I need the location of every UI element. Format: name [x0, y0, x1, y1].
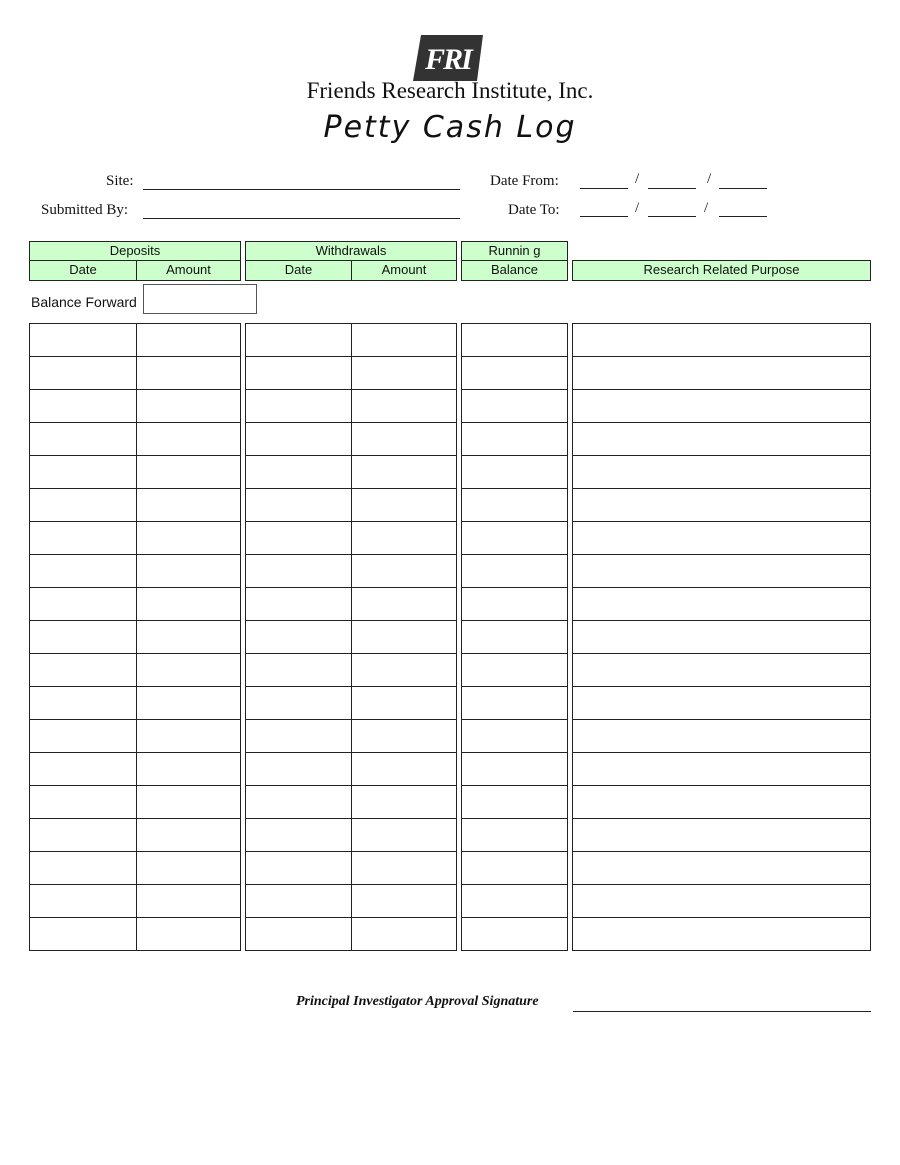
table-row	[246, 720, 457, 753]
date-from-month-field[interactable]	[580, 188, 628, 189]
balance-cell[interactable]	[462, 852, 568, 885]
withdrawal-date-cell[interactable]	[246, 390, 352, 423]
purpose-cell[interactable]	[573, 819, 871, 852]
withdrawal-date-cell[interactable]	[246, 324, 352, 357]
balance-cell[interactable]	[462, 324, 568, 357]
table-row	[462, 423, 568, 456]
table-row	[246, 819, 457, 852]
balance-cell[interactable]	[462, 687, 568, 720]
table-row	[30, 456, 241, 489]
withdrawal-amount-cell[interactable]	[351, 555, 457, 588]
table-row	[246, 786, 457, 819]
table-row	[573, 687, 871, 720]
deposit-amount-cell[interactable]	[137, 489, 241, 522]
withdrawal-amount-cell[interactable]	[351, 489, 457, 522]
balance-cell[interactable]	[462, 423, 568, 456]
purpose-cell[interactable]	[573, 456, 871, 489]
deposit-date-cell[interactable]	[30, 918, 137, 951]
withdrawal-date-cell[interactable]	[246, 522, 352, 555]
balance-cell[interactable]	[462, 456, 568, 489]
table-row	[573, 621, 871, 654]
deposit-date-cell[interactable]	[30, 489, 137, 522]
table-row	[462, 819, 568, 852]
withdrawal-amount-cell[interactable]	[351, 390, 457, 423]
purpose-cell[interactable]	[573, 885, 871, 918]
withdrawal-amount-cell[interactable]	[351, 753, 457, 786]
deposit-amount-cell[interactable]	[137, 522, 241, 555]
withdrawal-date-cell[interactable]	[246, 885, 352, 918]
deposit-date-cell[interactable]	[30, 522, 137, 555]
table-row	[573, 456, 871, 489]
date-to-label: Date To:	[508, 202, 560, 218]
table-row	[30, 555, 241, 588]
table-row	[573, 522, 871, 555]
withdrawal-amount-cell[interactable]	[351, 786, 457, 819]
table-row	[246, 522, 457, 555]
signature-label: Principal Investigator Approval Signature	[296, 994, 539, 1009]
deposit-amount-cell[interactable]	[137, 423, 241, 456]
table-row	[30, 687, 241, 720]
withdrawal-date-cell[interactable]	[246, 918, 352, 951]
table-row	[30, 522, 241, 555]
deposit-amount-cell[interactable]	[137, 588, 241, 621]
deposit-amount-cell[interactable]	[137, 357, 241, 390]
table-row	[246, 654, 457, 687]
purpose-cell[interactable]	[573, 588, 871, 621]
withdrawals-group-header: Withdrawals	[245, 241, 457, 261]
table-row	[462, 918, 568, 951]
withdrawal-amount-cell[interactable]	[351, 885, 457, 918]
purpose-cell[interactable]	[573, 324, 871, 357]
table-row	[462, 687, 568, 720]
site-label: Site:	[106, 173, 134, 189]
withdrawal-date-cell[interactable]	[246, 456, 352, 489]
deposit-amount-cell[interactable]	[137, 456, 241, 489]
withdrawal-amount-cell[interactable]	[351, 357, 457, 390]
deposit-date-cell[interactable]	[30, 819, 137, 852]
purpose-cell[interactable]	[573, 918, 871, 951]
withdrawal-amount-cell[interactable]	[351, 423, 457, 456]
deposit-amount-cell[interactable]	[137, 324, 241, 357]
withdrawal-date-cell[interactable]	[246, 588, 352, 621]
balance-cell[interactable]	[462, 786, 568, 819]
submitted-by-label: Submitted By:	[41, 202, 129, 218]
date-from-day-field[interactable]	[648, 188, 696, 189]
table-row	[573, 885, 871, 918]
table-row	[462, 357, 568, 390]
table-row	[573, 720, 871, 753]
table-row	[573, 786, 871, 819]
table-row	[573, 588, 871, 621]
deposit-amount-cell[interactable]	[137, 390, 241, 423]
date-to-day-field[interactable]	[648, 216, 696, 217]
table-row	[246, 357, 457, 390]
deposit-amount-header: Amount	[136, 260, 241, 281]
table-row	[30, 753, 241, 786]
table-row	[462, 588, 568, 621]
purpose-cell[interactable]	[573, 423, 871, 456]
withdrawal-amount-cell[interactable]	[351, 720, 457, 753]
balance-cell[interactable]	[462, 654, 568, 687]
balance-cell[interactable]	[462, 555, 568, 588]
purpose-cell[interactable]	[573, 621, 871, 654]
table-row	[246, 456, 457, 489]
withdrawal-date-cell[interactable]	[246, 555, 352, 588]
balance-forward-field[interactable]	[143, 284, 257, 314]
table-row	[573, 555, 871, 588]
table-row	[30, 720, 241, 753]
deposit-date-cell[interactable]	[30, 687, 137, 720]
table-row	[246, 390, 457, 423]
table-row	[246, 753, 457, 786]
withdrawal-amount-cell[interactable]	[351, 621, 457, 654]
table-row	[30, 786, 241, 819]
purpose-cell[interactable]	[573, 852, 871, 885]
table-row	[573, 654, 871, 687]
deposit-date-cell[interactable]	[30, 324, 137, 357]
table-row	[246, 555, 457, 588]
table-row	[30, 885, 241, 918]
withdrawal-date-cell[interactable]	[246, 357, 352, 390]
balance-cell[interactable]	[462, 819, 568, 852]
balance-cell[interactable]	[462, 753, 568, 786]
withdrawal-amount-cell[interactable]	[351, 456, 457, 489]
deposit-date-cell[interactable]	[30, 588, 137, 621]
purpose-cell[interactable]	[573, 555, 871, 588]
withdrawal-amount-cell[interactable]	[351, 522, 457, 555]
table-row	[246, 852, 457, 885]
table-row	[30, 390, 241, 423]
deposit-amount-cell[interactable]	[137, 852, 241, 885]
table-row	[30, 819, 241, 852]
table-row	[462, 786, 568, 819]
table-row	[573, 918, 871, 951]
deposit-date-header: Date	[29, 260, 137, 281]
purpose-cell[interactable]	[573, 357, 871, 390]
balance-forward-label: Balance Forward	[31, 294, 137, 310]
date-separator: /	[635, 200, 640, 216]
withdrawal-amount-header: Amount	[351, 260, 457, 281]
purpose-cell[interactable]	[573, 786, 871, 819]
deposit-amount-cell[interactable]	[137, 753, 241, 786]
purpose-cell[interactable]	[573, 522, 871, 555]
date-from-year-field[interactable]	[719, 188, 767, 189]
withdrawal-date-cell[interactable]	[246, 489, 352, 522]
table-row	[30, 324, 241, 357]
purpose-cell[interactable]	[573, 753, 871, 786]
withdrawal-amount-cell[interactable]	[351, 654, 457, 687]
withdrawal-date-cell[interactable]	[246, 720, 352, 753]
deposit-date-cell[interactable]	[30, 390, 137, 423]
withdrawal-date-cell[interactable]	[246, 621, 352, 654]
withdrawals-grid	[245, 323, 457, 951]
table-row	[462, 852, 568, 885]
withdrawal-amount-cell[interactable]	[351, 819, 457, 852]
balance-cell[interactable]	[462, 720, 568, 753]
withdrawal-date-cell[interactable]	[246, 654, 352, 687]
logo-text: FRI	[425, 43, 471, 76]
balance-cell[interactable]	[462, 390, 568, 423]
deposit-amount-cell[interactable]	[137, 819, 241, 852]
deposit-amount-cell[interactable]	[137, 621, 241, 654]
table-row	[246, 918, 457, 951]
table-row	[30, 654, 241, 687]
table-row	[246, 588, 457, 621]
withdrawal-amount-cell[interactable]	[351, 852, 457, 885]
date-separator: /	[707, 171, 712, 187]
deposit-amount-cell[interactable]	[137, 687, 241, 720]
purpose-cell[interactable]	[573, 687, 871, 720]
table-row	[462, 885, 568, 918]
balance-header: Balance	[461, 260, 568, 281]
balance-cell[interactable]	[462, 522, 568, 555]
balance-cell[interactable]	[462, 588, 568, 621]
withdrawal-amount-cell[interactable]	[351, 588, 457, 621]
table-row	[462, 621, 568, 654]
deposit-date-cell[interactable]	[30, 654, 137, 687]
table-row	[573, 357, 871, 390]
purpose-grid	[572, 323, 871, 951]
balance-cell[interactable]	[462, 357, 568, 390]
balance-cell[interactable]	[462, 918, 568, 951]
deposit-amount-cell[interactable]	[137, 885, 241, 918]
withdrawal-date-cell[interactable]	[246, 819, 352, 852]
table-row	[246, 885, 457, 918]
table-row	[30, 588, 241, 621]
deposits-grid	[29, 323, 241, 951]
table-row	[30, 489, 241, 522]
balance-cell[interactable]	[462, 489, 568, 522]
table-row	[246, 621, 457, 654]
purpose-header: Research Related Purpose	[572, 260, 871, 281]
date-separator: /	[704, 200, 709, 216]
deposit-amount-cell[interactable]	[137, 720, 241, 753]
table-row	[462, 654, 568, 687]
deposit-amount-cell[interactable]	[137, 918, 241, 951]
table-row	[573, 852, 871, 885]
table-row	[573, 819, 871, 852]
balance-cell[interactable]	[462, 885, 568, 918]
table-row	[246, 687, 457, 720]
page-title: Petty Cash Log	[323, 110, 577, 145]
table-row	[573, 390, 871, 423]
deposit-date-cell[interactable]	[30, 456, 137, 489]
balance-grid	[461, 323, 568, 951]
deposit-date-cell[interactable]	[30, 555, 137, 588]
date-separator: /	[635, 171, 640, 187]
running-group-header: Runnin g	[461, 241, 568, 261]
table-row	[462, 489, 568, 522]
withdrawal-date-cell[interactable]	[246, 687, 352, 720]
table-row	[462, 753, 568, 786]
withdrawal-date-cell[interactable]	[246, 753, 352, 786]
date-from-label: Date From:	[490, 173, 559, 189]
table-row	[30, 918, 241, 951]
table-row	[30, 852, 241, 885]
withdrawal-amount-cell[interactable]	[351, 918, 457, 951]
deposit-date-cell[interactable]	[30, 852, 137, 885]
table-row	[573, 423, 871, 456]
table-row	[462, 720, 568, 753]
date-to-month-field[interactable]	[580, 216, 628, 217]
fri-logo	[413, 33, 485, 83]
site-field[interactable]	[143, 189, 460, 190]
table-row	[462, 456, 568, 489]
deposit-date-cell[interactable]	[30, 720, 137, 753]
withdrawal-date-cell[interactable]	[246, 423, 352, 456]
table-row	[246, 489, 457, 522]
table-row	[462, 555, 568, 588]
table-row	[462, 390, 568, 423]
signature-field[interactable]	[573, 1011, 871, 1012]
withdrawal-date-cell[interactable]	[246, 786, 352, 819]
deposit-date-cell[interactable]	[30, 621, 137, 654]
table-row	[573, 489, 871, 522]
table-row	[462, 324, 568, 357]
withdrawal-date-cell[interactable]	[246, 852, 352, 885]
purpose-cell[interactable]	[573, 720, 871, 753]
deposits-group-header: Deposits	[29, 241, 241, 261]
table-row	[573, 753, 871, 786]
deposit-date-cell[interactable]	[30, 786, 137, 819]
purpose-cell[interactable]	[573, 654, 871, 687]
table-row	[246, 423, 457, 456]
balance-cell[interactable]	[462, 621, 568, 654]
table-row	[30, 357, 241, 390]
submitted-by-field[interactable]	[143, 218, 460, 219]
deposit-date-cell[interactable]	[30, 753, 137, 786]
deposit-amount-cell[interactable]	[137, 786, 241, 819]
withdrawal-amount-cell[interactable]	[351, 687, 457, 720]
purpose-cell[interactable]	[573, 489, 871, 522]
table-row	[30, 423, 241, 456]
organization-name: Friends Research Institute, Inc.	[306, 78, 594, 103]
table-row	[246, 324, 457, 357]
table-row	[573, 324, 871, 357]
deposit-date-cell[interactable]	[30, 357, 137, 390]
date-to-year-field[interactable]	[719, 216, 767, 217]
table-row	[30, 621, 241, 654]
deposit-date-cell[interactable]	[30, 885, 137, 918]
withdrawal-amount-cell[interactable]	[351, 324, 457, 357]
deposit-date-cell[interactable]	[30, 423, 137, 456]
table-row	[462, 522, 568, 555]
deposit-amount-cell[interactable]	[137, 555, 241, 588]
purpose-cell[interactable]	[573, 390, 871, 423]
withdrawal-date-header: Date	[245, 260, 352, 281]
deposit-amount-cell[interactable]	[137, 654, 241, 687]
